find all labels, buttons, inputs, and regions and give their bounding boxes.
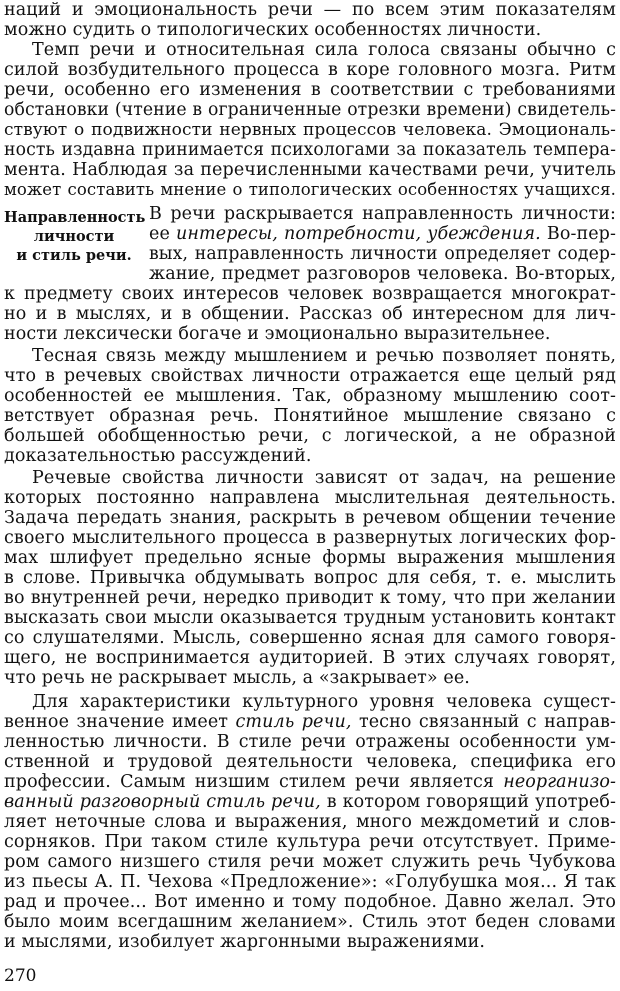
text-line: мах шлифует предельно ясные формы выражения мышления — [4, 548, 616, 568]
text-line: ветствует образная речь. Понятийное мышление связано с — [4, 406, 616, 426]
text-line: Для характеристики культурного уровня человека сущест- — [32, 692, 616, 712]
margin-note — [4, 208, 144, 265]
text-line: В речи раскрывается направленность личности: — [149, 204, 616, 224]
text-line: что речь не раскрывает мысль, а «закрывает» ее. — [4, 668, 470, 688]
text-line: и мыслями, изобилует жаргонными выражениями. — [4, 932, 486, 952]
text-line: из пьесы А. П. Чехова «Предложение»: «Голубушка моя... Я так — [4, 872, 616, 892]
text-line: Задача передать знания, раскрыть в речевом общении течение — [4, 508, 616, 528]
text-line: со слушателями. Мысль, совершенно ясная для самого говоря- — [4, 628, 616, 648]
text-line: Речевые свойства личности зависят от задач, на решение — [32, 468, 616, 488]
line-text: венное значение имеет — [4, 712, 236, 732]
text-line: к предмету своих интересов человек возвращается многократ- — [4, 284, 616, 304]
margin-note-line: личности — [33, 228, 115, 245]
text-line: мента. Наблюдая за перечисленными качествами речи, учитель — [4, 160, 616, 180]
text-line: ром самого низшего стиля речи может служить речь Чубукова — [4, 852, 616, 872]
text-line: было моим всегдашним желанием». Стиль этот беден словами — [4, 912, 616, 932]
text-line: можно судить о типологических особенностях личности. — [4, 20, 542, 40]
text-line: высказать свои мысли оказывается трудным установить контакт — [4, 608, 616, 628]
margin-note-line: Направленность — [4, 209, 146, 226]
text-line: ствуют о подвижности нервных процессов человека. Эмоциональ- — [4, 120, 616, 140]
line-text: ее — [149, 224, 177, 244]
text-line: своего мыслительного процесса в развернутых логических фор- — [4, 528, 616, 548]
text-line: доказательностью рассуждений. — [4, 446, 312, 466]
text-line — [4, 712, 616, 732]
text-line: но и в мыслях, и в общении. Рассказ об интересном для лич- — [4, 304, 616, 324]
text-line: жание, предмет разговоров человека. Во-вторых, — [149, 264, 616, 284]
text-line: наций и эмоциональность речи — по всем этим показателям — [4, 0, 616, 20]
line-text: в котором говорящий употреб- — [320, 792, 616, 812]
line-text: тесно связанный с направ- — [351, 712, 616, 732]
text-line: ленностью личности. В стиле речи отражены особенности ум- — [4, 732, 616, 752]
text-line: большей обобщенностью речи, с логической, а не образной — [4, 426, 616, 446]
text-line: Темп речи и относительная сила голоса связаны обычно с — [32, 40, 616, 60]
text-line: может составить мнение о типологических особенностях учащихся. — [4, 180, 616, 199]
text-line: вых, направленность личности определяет содер- — [149, 244, 616, 264]
emphasized-text: интересы, потребности, убеждения. — [176, 224, 541, 244]
text-line: обстановки (чтение в ограниченные отрезки времени) свидетель- — [4, 100, 616, 120]
emphasized-text: ванный разговорный стиль речи, — [4, 792, 321, 812]
text-line: рад и прочее... Вот именно и тому подобное. Давно желал. Это — [4, 892, 616, 912]
text-line: в слове. Привычка обдумывать вопрос для себя, т. е. мыслить — [4, 568, 616, 588]
text-line: особенностей ее мышления. Так, образному мышлению соот- — [4, 386, 616, 406]
line-text: Во-пер- — [540, 224, 617, 244]
text-line: сорняков. При таком стиле культура речи отсутствует. Приме- — [4, 832, 616, 852]
text-line: речи, особенно его изменения в соответствии с требованиями — [4, 80, 616, 100]
text-line: щего, не воспринимается аудиторией. В этих случаях говорят, — [4, 648, 616, 668]
text-line: что в речевых свойствах личности отражается еще целый ряд — [4, 366, 616, 386]
margin-note-line: и стиль речи. — [16, 247, 132, 264]
text-line: Тесная связь между мышлением и речью позволяет понять, — [32, 346, 616, 366]
text-line: ности лексически богаче и эмоционально выразительнее. — [4, 324, 551, 344]
emphasized-text: стиль речи, — [235, 712, 352, 732]
text-line: ляет неточные слова и выражения, много междометий и слов- — [4, 812, 616, 832]
text-line — [4, 792, 616, 812]
line-text: профессии. Самым низшим стилем речи является — [4, 772, 504, 792]
text-line — [149, 224, 616, 244]
text-line — [4, 772, 616, 792]
emphasized-text: неорганизо- — [503, 772, 616, 792]
text-line: силой возбудительного процесса в коре головного мозга. Ритм — [4, 60, 616, 80]
text-line: во внутренней речи, нередко приводит к тому, что при желании — [4, 588, 616, 608]
book-page — [4, 0, 616, 991]
text-line: ственной и трудовой деятельности человека, специфика его — [4, 752, 616, 772]
text-line: которых постоянно направлена мыслительная деятельность. — [4, 488, 616, 508]
text-line: ность издавна принимается психологами за показатель темпера- — [4, 140, 616, 160]
page-number: 270 — [4, 966, 37, 986]
